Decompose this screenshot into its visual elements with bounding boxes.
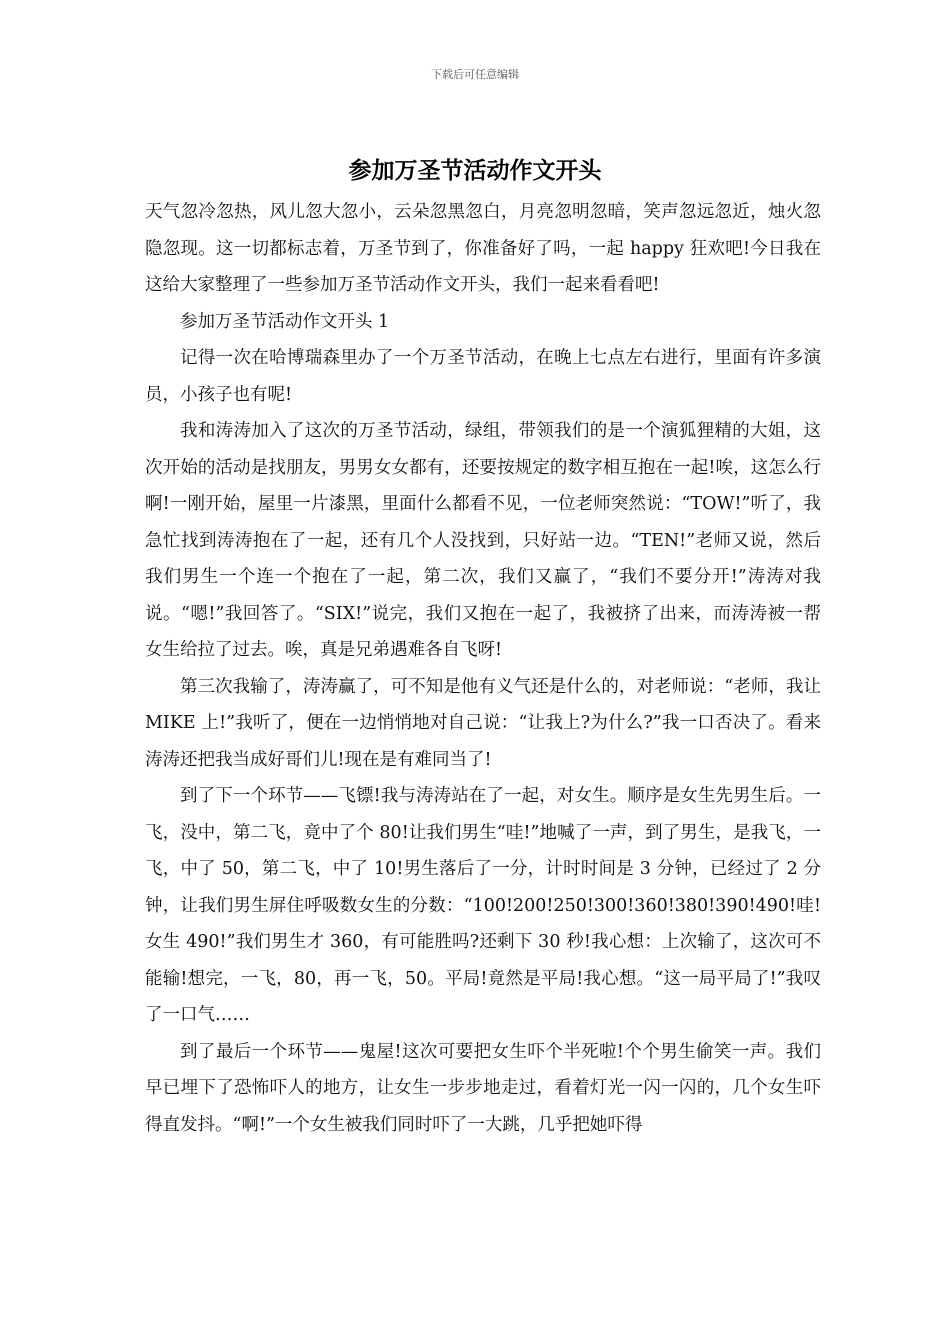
body-paragraph: 到了下一个环节——飞镖!我与涛涛站在了一起，对女生。顺序是女生先男生后。一飞，没中，第二飞，竟中了个 80!让我们男生“哇!”地喊了一声，到了男生，是我飞，一飞，中了 50，第二飞，中了 10!男生落后了一分，计时时间是 3 分钟，已经过了 2 分钟，让我们男生屏住呼吸数女生的分数：“100!200!250!300!360!380!390!490!哇!女生 490!”我们男生才 360，有可能胜吗?还剩下 30 秒!我心想：上次输了，这次可不能输!想完，一飞，80，再一飞，50。平局!竟然是平局!我心想。“这一局平局了!”我叹了一口气…… [145, 786, 821, 1025]
body-paragraph: 第三次我输了，涛涛赢了，可不知是他有义气还是什么的，对老师说：“老师，我让 MIKE 上!”我听了，便在一边悄悄地对自己说：“让我上?为什么?”我一口否决了。看来涛涛还把我当成好哥们儿!现在是有难同当了! [145, 676, 821, 770]
body-paragraph: 记得一次在哈博瑞森里办了一个万圣节活动，在晚上七点左右进行，里面有许多演员，小孩子也有呢! [145, 348, 821, 405]
document-title: 参加万圣节活动作文开头 [348, 158, 602, 184]
body-paragraph: 到了最后一个环节——鬼屋!这次可要把女生吓个半死啦!个个男生偷笑一声。我们早已埋下了恐怖吓人的地方，让女生一步步地走过，看着灯光一闪一闪的，几个女生吓得直发抖。“啊!”一个女生被我们同时吓了一大跳，几乎把她吓得 [145, 1041, 821, 1135]
document-body [145, 194, 821, 1143]
page-header: 下载后可任意编辑 [431, 68, 519, 81]
section-heading: 参加万圣节活动作文开头 1 [180, 311, 390, 332]
intro-paragraph: 天气忽冷忽热，风儿忽大忽小，云朵忽黑忽白，月亮忽明忽暗，笑声忽远忽近，烛火忽隐忽现。这一切都标志着，万圣节到了，你准备好了吗，一起 happy 狂欢吧!今日我在这给大家整理了一些参加万圣节活动作文开头，我们一起来看看吧! [145, 202, 821, 295]
body-paragraph: 我和涛涛加入了这次的万圣节活动，绿组，带领我们的是一个演狐狸精的大姐，这次开始的活动是找朋友，男男女女都有，还要按规定的数字相互抱在一起!唉，这怎么行啊!一刚开始，屋里一片漆黑，里面什么都看不见，一位老师突然说：“TOW!”听了，我急忙找到涛涛抱在了一起，还有几个人没找到，只好站一边。“TEN!”老师又说，然后我们男生一个连一个抱在了一起，第二次，我们又赢了，“我们不要分开!”涛涛对我说。“嗯!”我回答了。“SIX!”说完，我们又抱在一起了，我被挤了出来，而涛涛被一帮女生给拉了过去。唉，真是兄弟遇难各自飞呀! [145, 421, 821, 660]
